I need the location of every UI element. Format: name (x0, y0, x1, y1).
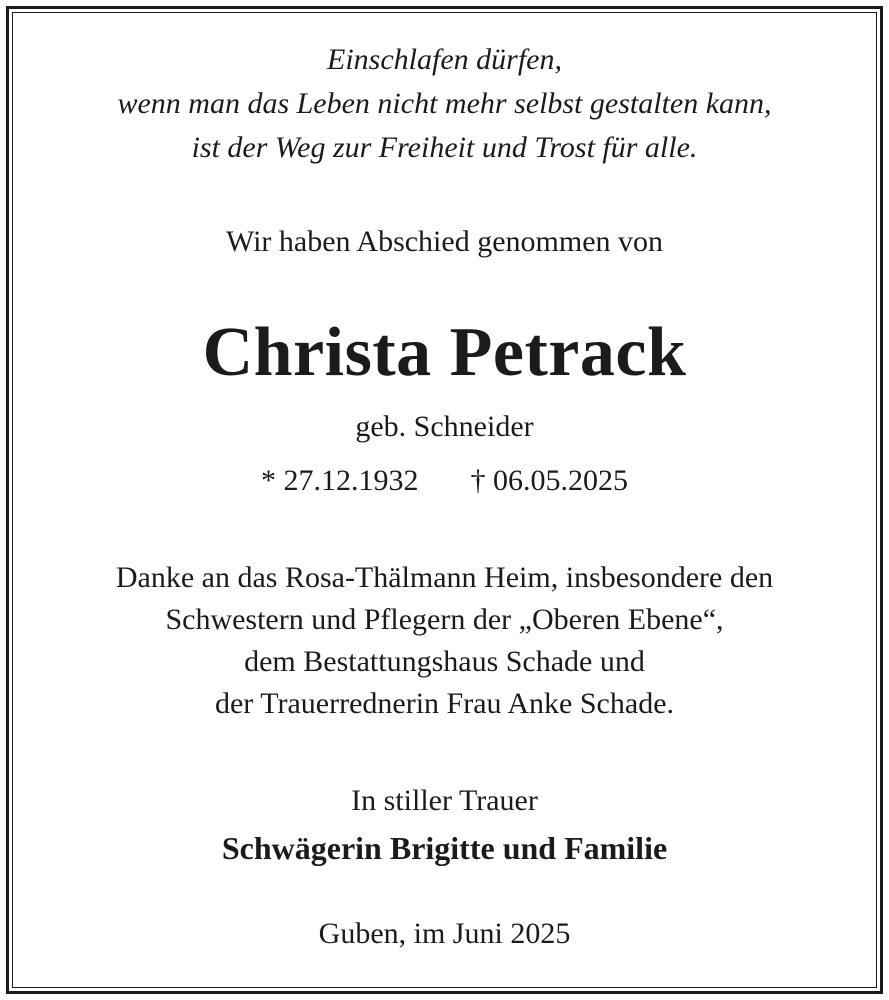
signatory: Schwägerin Brigitte und Familie (221, 830, 668, 866)
deceased-name: Christa Petrack (202, 314, 687, 391)
intro-text: Wir haben Abschied genommen von (225, 225, 664, 258)
verse-line: ist der Weg zur Freiheit und Trost für alle. (191, 131, 698, 164)
birth-name: geb. Schneider (355, 410, 534, 443)
mourning-phrase: In stiller Trauer (351, 784, 538, 817)
thanks-line: der Trauerrednerin Frau Anke Schade. (214, 687, 675, 720)
life-dates (0, 461, 889, 501)
place-date: Guben, im Juni 2025 (318, 917, 571, 950)
verse-line: Einschlafen dürfen, (327, 43, 562, 76)
death-date: † 06.05.2025 (470, 464, 628, 497)
birth-date: * 27.12.1932 (261, 464, 419, 497)
verse-line: wenn man das Leben nicht mehr selbst gestalten kann, (117, 87, 772, 120)
thanks-line: Schwestern und Pflegern der „Oberen Ebene“, (165, 603, 724, 636)
thanks-line: Danke an das Rosa-Thälmann Heim, insbesondere den (115, 561, 774, 594)
thanks-line: dem Bestattungshaus Schade und (244, 645, 645, 678)
